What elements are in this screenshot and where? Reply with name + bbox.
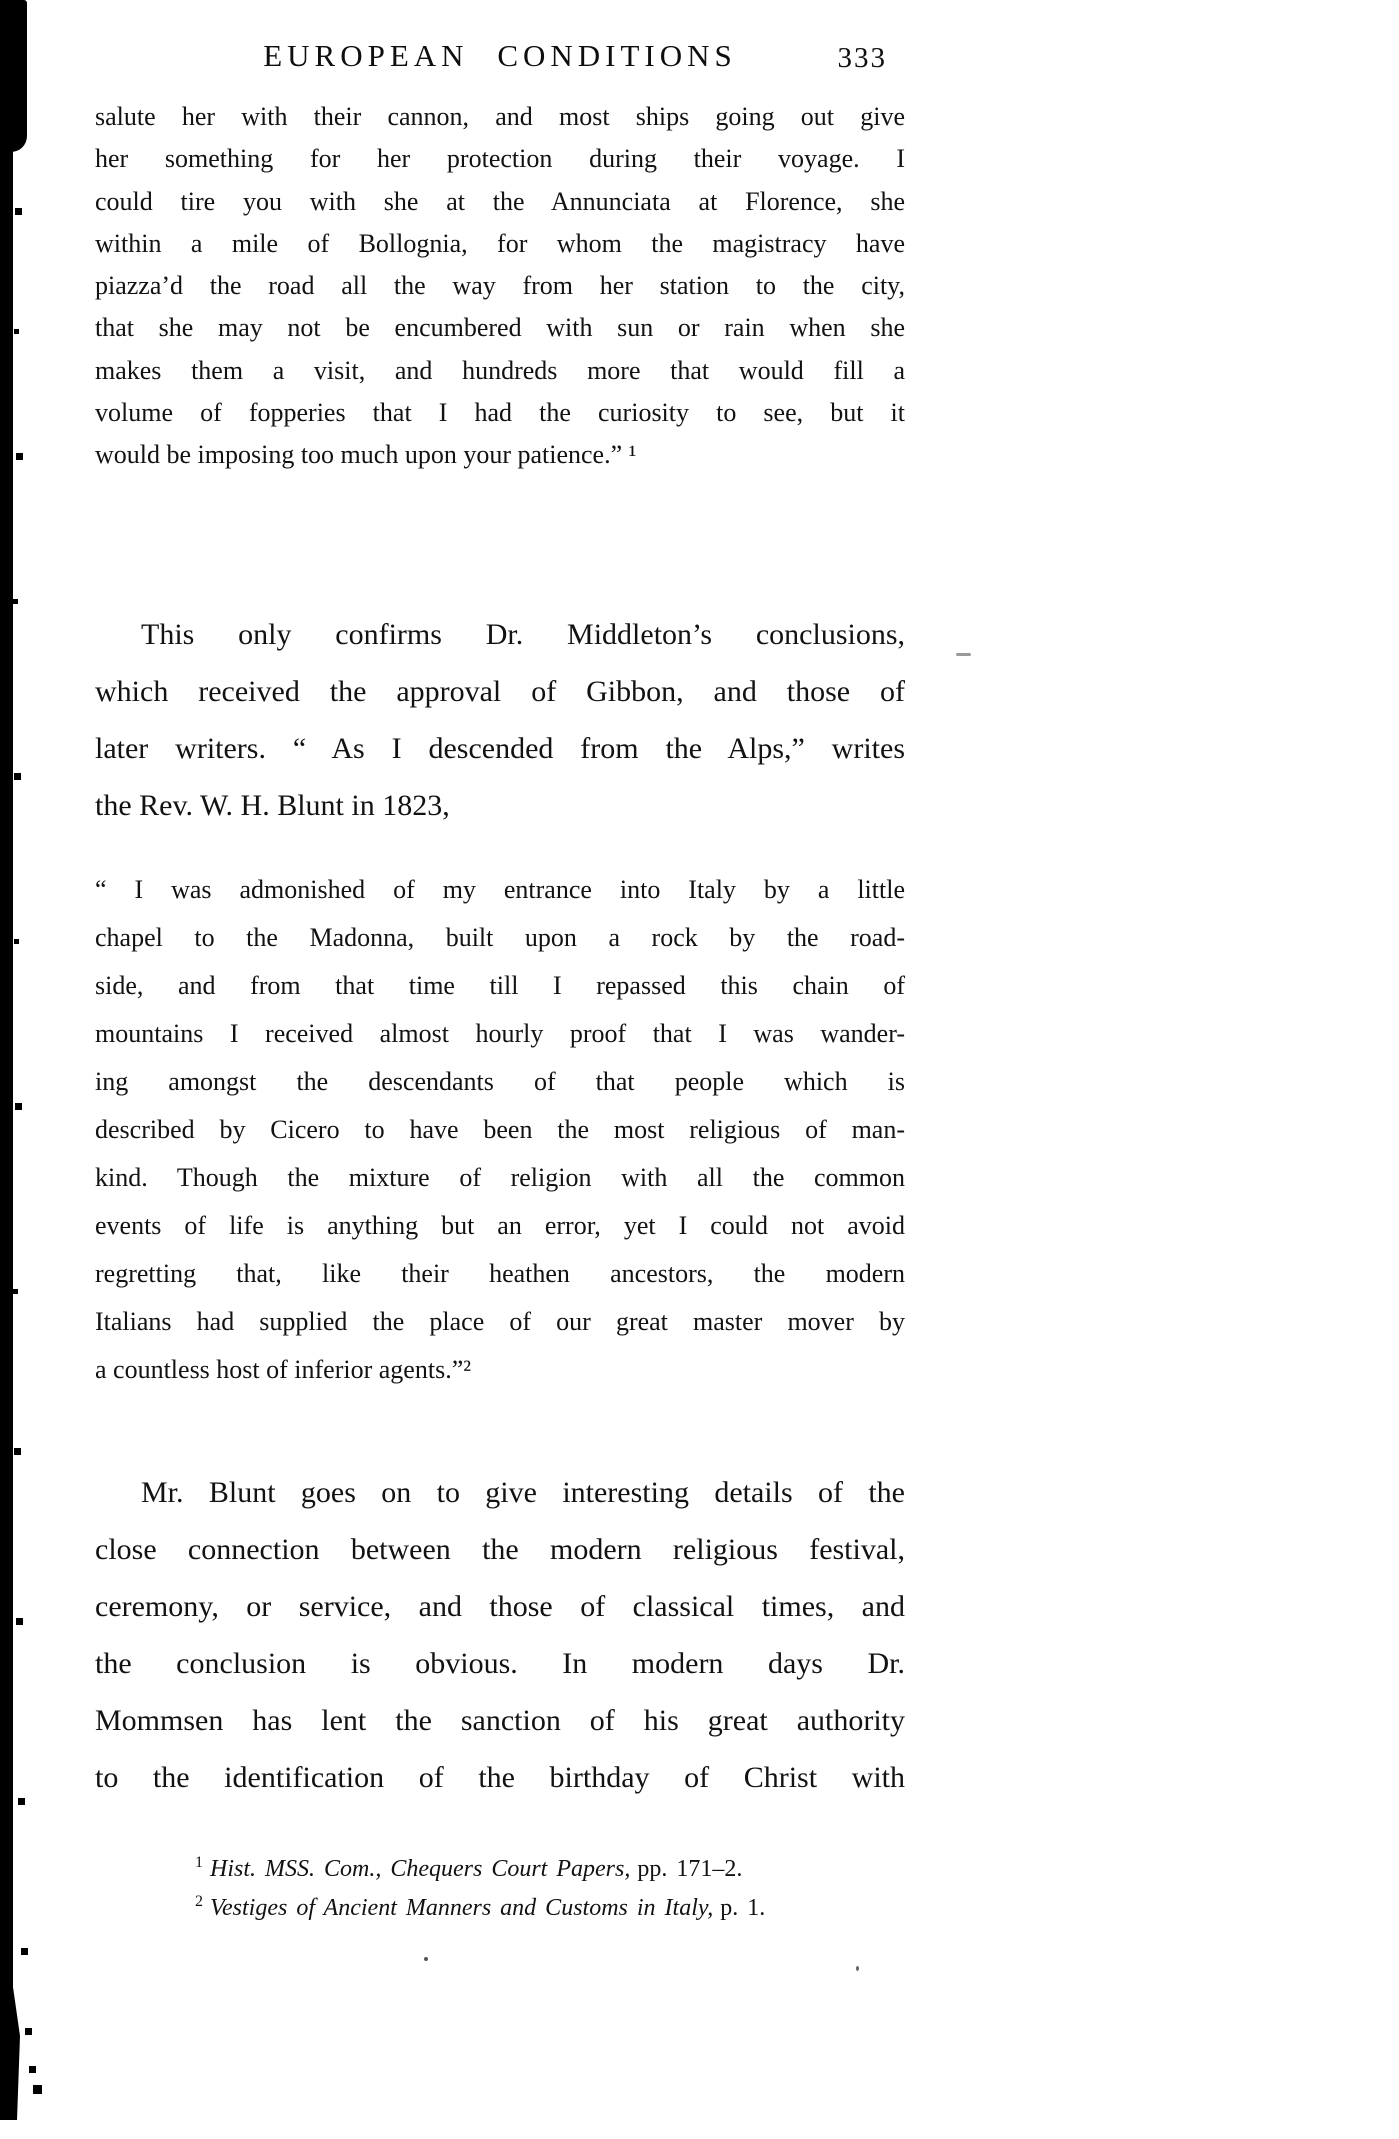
text-line: Mommsen has lent the sanction of his great authority	[95, 1704, 905, 1737]
footnote-1	[195, 1850, 895, 1889]
scan-gutter-taper-artifact	[0, 1980, 20, 2120]
text-line: piazza’d the road all the way from her station to the city,	[95, 271, 905, 301]
paragraph-blunt-details	[95, 1464, 905, 1806]
text-line: close connection between the modern religious festival,	[95, 1533, 905, 1566]
text-line: that she may not be encumbered with sun or rain when she	[95, 313, 905, 343]
text-line: “ I was admonished of my entrance into Italy by a little	[95, 875, 905, 904]
text-line: Mr. Blunt goes on to give interesting details of the	[141, 1476, 905, 1509]
footnote-source: Hist. MSS. Com., Chequers Court Papers,	[210, 1856, 631, 1882]
paragraph-middleton	[95, 606, 905, 834]
text-line: ing amongst the descendants of that people which is	[95, 1067, 905, 1096]
footnote-pages: p. 1.	[720, 1895, 766, 1921]
footnote-source: Vestiges of Ancient Manners and Customs in Italy,	[210, 1895, 714, 1921]
footnote-pages: pp. 171–2.	[637, 1856, 743, 1882]
text-line: described by Cicero to have been the most religious of man-	[95, 1115, 905, 1144]
text-line: later writers. “ As I descended from the Alps,” writes	[95, 732, 905, 765]
text-line: could tire you with she at the Annunciata at Florence, she	[95, 186, 905, 216]
text-line: makes them a visit, and hundreds more that would fill a	[95, 355, 905, 385]
paragraph-quoted-letter	[95, 96, 905, 477]
text-line: which received the approval of Gibbon, and those of	[95, 675, 905, 708]
text-line: within a mile of Bollognia, for whom the magistracy have	[95, 228, 905, 258]
page-number: 333	[837, 42, 887, 74]
footnote-marker: 2	[195, 1893, 203, 1910]
text-line: This only confirms Dr. Middleton’s conclusions,	[141, 618, 905, 651]
page-content	[95, 0, 905, 2139]
scan-gutter-strip-artifact	[0, 0, 13, 2118]
text-line: a countless host of inferior agents.”²	[95, 1355, 472, 1384]
text-line: volume of fopperies that I had the curiosity to see, but it	[95, 398, 905, 428]
footnote-marker: 1	[195, 1854, 203, 1871]
text-line: the conclusion is obvious. In modern days Dr.	[95, 1647, 905, 1680]
footnote-2	[195, 1889, 895, 1928]
text-line: kind. Though the mixture of religion with all the common	[95, 1163, 905, 1192]
scan-speckle-artifacts	[0, 0, 3, 3]
text-line: mountains I received almost hourly proof that I was wander-	[95, 1019, 905, 1048]
text-line: Italians had supplied the place of our great master mover by	[95, 1307, 905, 1336]
text-line: salute her with their cannon, and most ships going out give	[95, 102, 905, 131]
text-line: ceremony, or service, and those of classical times, and	[95, 1590, 905, 1623]
footnotes	[195, 1850, 895, 1928]
text-line: events of life is anything but an error, yet I could not avoid	[95, 1211, 905, 1240]
text-line: chapel to the Madonna, built upon a rock by the road-	[95, 923, 905, 952]
text-line: side, and from that time till I repassed this chain of	[95, 971, 905, 1000]
running-header: EUROPEAN CONDITIONS	[263, 38, 737, 73]
text-line: to the identification of the birthday of Christ with	[95, 1761, 905, 1794]
text-line: the Rev. W. H. Blunt in 1823,	[95, 789, 450, 822]
text-line: her something for her protection during their voyage. I	[95, 144, 905, 174]
blockquote-blunt	[95, 866, 905, 1394]
text-line: regretting that, like their heathen ancestors, the modern	[95, 1259, 905, 1288]
text-line: would be imposing too much upon your patience.” ¹	[95, 440, 637, 470]
scan-margin-dash-artifact	[956, 653, 971, 656]
